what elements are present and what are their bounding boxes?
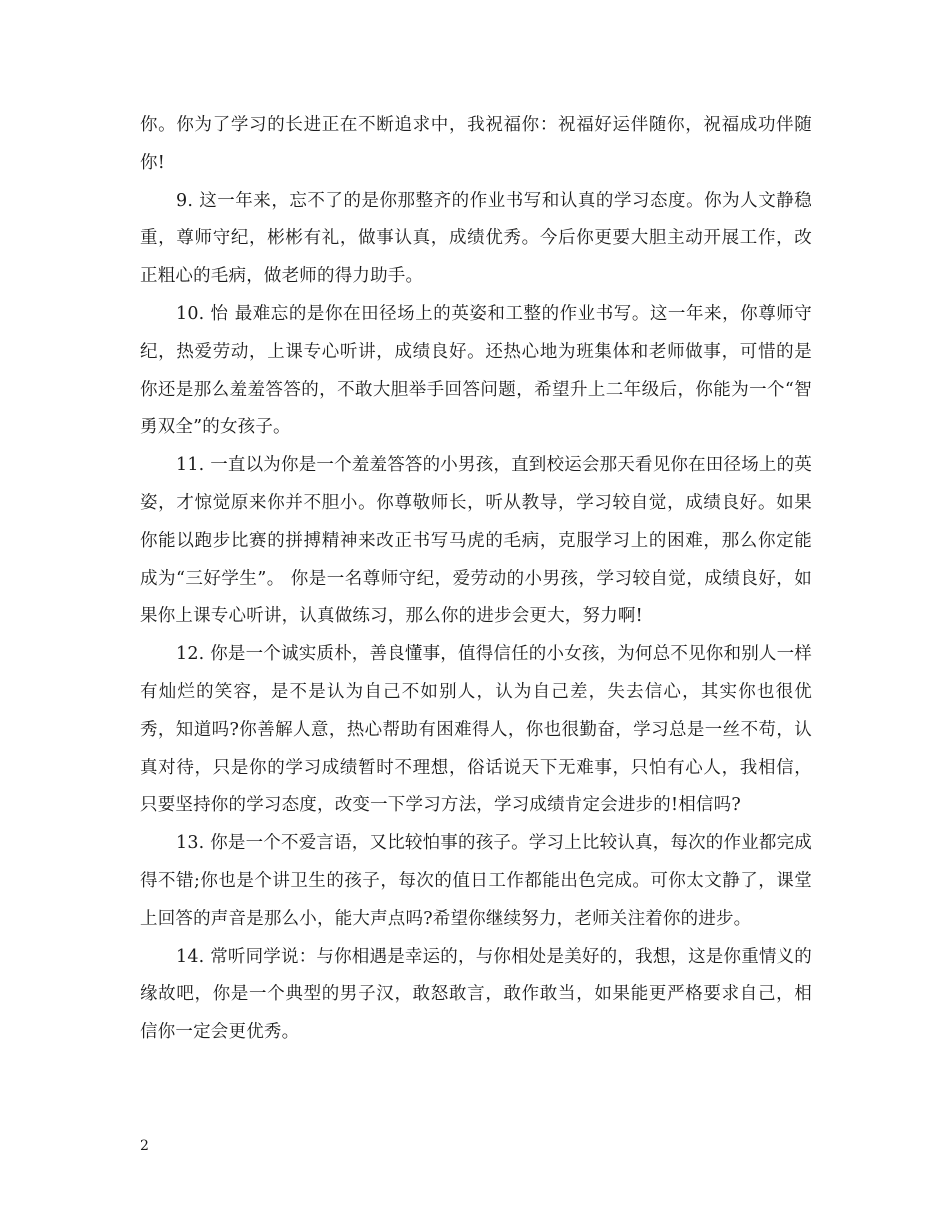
paragraph-item-10: 10. 怡 最难忘的是你在田径场上的英姿和工整的作业书写。这一年来，你尊师守纪，热爱劳动，上课专心听讲，成绩良好。还热心地为班集体和老师做事，可惜的是你还是那么羞羞答答的，不敢大胆举手回答问题，希望升上二年级后，你能为一个“智勇双全”的女孩子。 (140, 303, 812, 438)
paragraph-item-13: 13. 你是一个不爱言语，又比较怕事的孩子。学习上比较认真，每次的作业都完成得不错;你也是个讲卫生的孩子，每次的值日工作都能出色完成。可你太文静了，课堂上回答的声音是那么小，能大声点吗?希望你继续努力，老师关注着你的进步。 (140, 833, 812, 929)
paragraph-item-14: 14. 常听同学说：与你相遇是幸运的，与你相处是美好的，我想，这是你重情义的缘故吧，你是一个典型的男子汉，敢怒敢言，敢作敢当，如果能更严格要求自己，相信你一定会更优秀。 (140, 946, 812, 1043)
page-number: 2 (140, 1138, 149, 1154)
paragraph-item-9: 9. 这一年来，忘不了的是你那整齐的作业书写和认真的学习态度。你为人文静稳重，尊师守纪，彬彬有礼，做事认真，成绩优秀。今后你更要大胆主动开展工作，改正粗心的毛病，做老师的得力助手。 (140, 190, 812, 287)
paragraph-item-12: 12. 你是一个诚实质朴，善良懂事，值得信任的小女孩，为何总不见你和别人一样有灿烂的笑容，是不是认为自己不如别人，认为自己差，失去信心，其实你也很优秀，知道吗?你善解人意，热心帮助有困难得人，你也很勤奋，学习总是一丝不苟，认真对待，只是你的学习成绩暂时不理想，俗话说天下无难事，只怕有心人，我相信，只要坚持你的学习态度，改变一下学习方法，学习成绩肯定会进步的!相信吗? (140, 644, 812, 816)
paragraph-continuation: 你。你为了学习的长进正在不断追求中，我祝福你：祝福好运伴随你，祝福成功伴随你! (140, 115, 812, 173)
paragraph-item-11: 11. 一直以为你是一个羞羞答答的小男孩，直到校运会那天看见你在田径场上的英姿，才惊觉原来你并不胆小。你尊敬师长，听从教导，学习较自觉，成绩良好。如果你能以跑步比赛的拼搏精神来改正书写马虎的毛病，克服学习上的困难，那么你定能成为“三好学生”。 你是一名尊师守纪，爱劳动的小男孩，学习较自觉，成绩良好，如果你上课专心听讲，认真做练习，那么你的进步会更大，努力啊! (140, 455, 812, 627)
document-body (140, 107, 812, 1052)
